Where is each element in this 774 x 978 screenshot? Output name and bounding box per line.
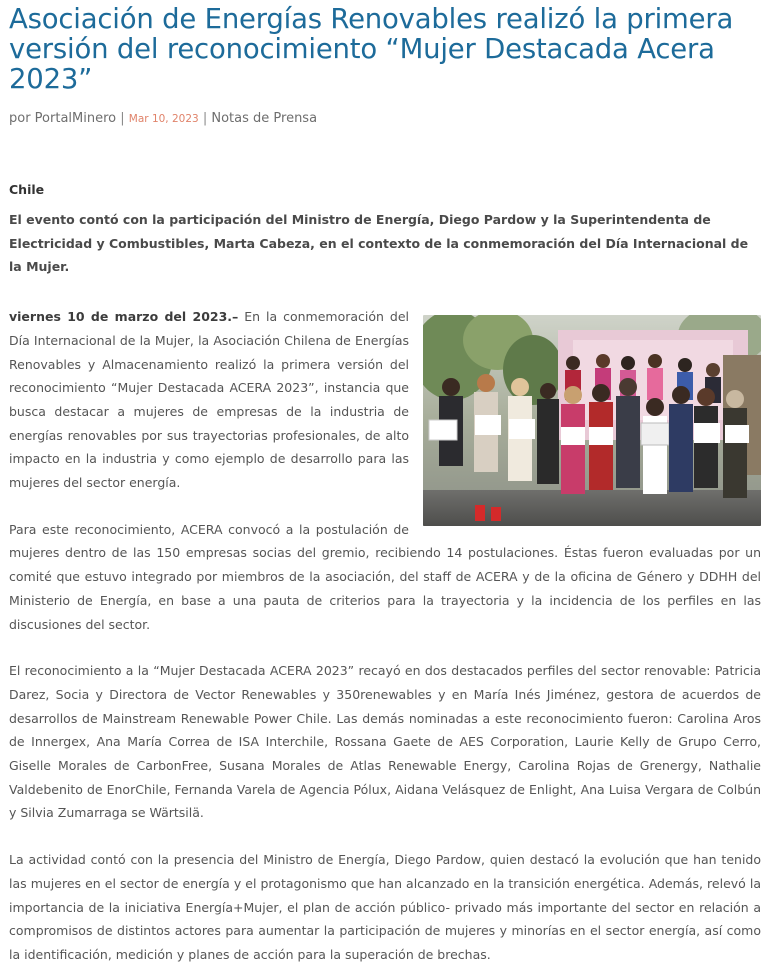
author-link[interactable]: por PortalMinero: [9, 111, 117, 126]
meta-separator: |: [120, 111, 125, 126]
article-title[interactable]: Asociación de Energías Renovables realizó la primera versión del reconocimiento “Mujer Destacada Acera 2023”: [9, 3, 734, 95]
first-paragraph-block: [9, 305, 761, 636]
paragraph-call: Para este reconocimiento, ACERA convocó a la postulación de mujeres dentro de las 150 empresas socias del gremio, recibiendo 14 postulaciones. Éstas fueron evaluadas por un comité que estuvo integrado por miembros de la asociación, del staff de ACERA y de la oficina de Género y DDHH del Ministerio de Energía, en base a una pauta de criterios para la trayectoria y la incidencia de los perfiles en las discusiones del sector.: [9, 521, 761, 632]
event-group-photo: [423, 315, 761, 526]
paragraph-intro-text: En la conmemoración del Día Internacional de la Mujer, la Asociación Chilena de Energías Renovables y Almacenamiento realizó la primera versión del reconocimiento “Mujer Destacada ACERA 2023”, instancia que busca destacar a mujeres de empresas de la industria de energías renovables por sus trayectorias profesionales, de alto impacto en la industria y como ejemplo de desarrollo para las mujeres del sector energía.: [9, 309, 409, 491]
publish-date: Mar 10, 2023: [128, 113, 199, 125]
dateline: viernes 10 de marzo del 2023.–: [9, 309, 239, 325]
country-label: Chile: [9, 182, 45, 197]
article-meta: [9, 111, 761, 127]
paragraph-winners: El reconocimiento a la “Mujer Destacada ACERA 2023” recayó en dos destacados perfiles del sector renovable: Patricia Darez, Socia y Directora de Vector Renewables y 350renewables y en María Inés Jiménez, gestora de acuerdos de desarrollos de Mainstream Renewable Power Chile. Las demás nominadas a este reconocimiento fueron: Carolina Aros de Innergex, Ana María Correa de ISA Interchile, Rossana Gaete de AES Corporation, Laurie Kelly de Grupo Cerro, Giselle Morales de CarbonFree, Susana Morales de Atlas Renewable Energy, Carolina Rojas de Grenergy, Nathalie Valdebenito de EnorChile, Fernanda Varela de Agencia Pólux, Aidana Velásquez de Enlight, Ana Luisa Vergara de Colbún y Silvia Zumarraga se Wärtsilä.: [9, 663, 761, 821]
meta-separator: |: [202, 111, 208, 126]
category-link[interactable]: Notas de Prensa: [211, 111, 318, 126]
lead-paragraph: El evento contó con la participación del Ministro de Energía, Diego Pardow y la Superintendenta de Electricidad y Combustibles, Marta Cabeza, en el contexto de la conmemoración del Día Internacional de la Mujer.: [9, 212, 749, 275]
paragraph-minister: La actividad contó con la presencia del Ministro de Energía, Diego Pardow, quien destacó la evolución que han tenido las mujeres en el sector de energía y el protagonismo que han alcanzado en la transición energética. Además, relevó la importancia de la iniciativa Energía+Mujer, el plan de acción público- privado más importante del sector en relación a compromisos de distintos actores para aumentar la participación de mujeres y minorías en el sector energía, así como la identificación, medición y planes de acción para la superación de brechas.: [9, 852, 761, 962]
